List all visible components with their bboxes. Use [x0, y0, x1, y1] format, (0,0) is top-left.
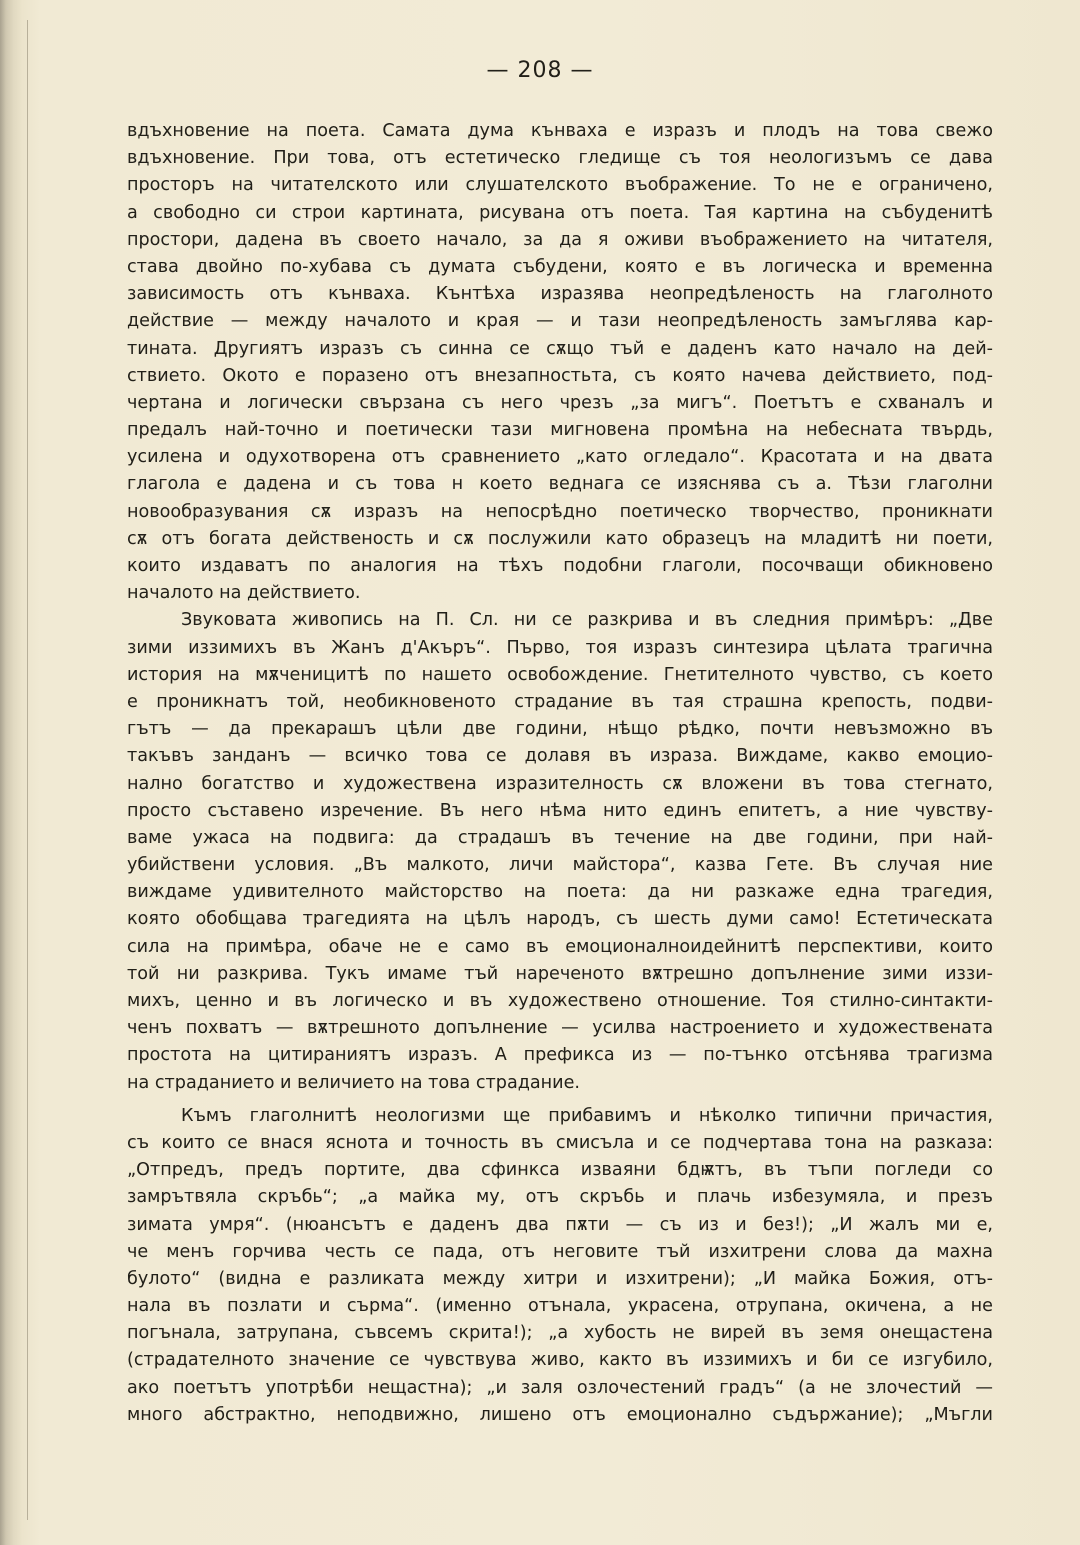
text-line: Къмъ глаголнитѣ неологизми ще прибавимъ и нѣколко типични причастия, [181, 1105, 993, 1126]
text-line: погънала, затрупана, съвсемъ скрита!); „а хубость не вирей въ земя онещастена [127, 1323, 993, 1344]
text-line: ако поетътъ употрѣби нещастна); „и заля озлочестений градъ“ (а не злочестий — [127, 1377, 993, 1398]
text-line: ствието. Окото е поразено отъ внезапностьта, съ която начева действието, под- [127, 365, 993, 386]
binding-line [27, 20, 28, 1520]
text-line: че менъ горчива честь се пада, отъ неговите тъй изхитрени слова да махна [127, 1241, 993, 1262]
text-line: тината. Другиятъ изразъ съ синна се сѫщо тъй е даденъ като начало на дей- [127, 338, 993, 359]
text-line: вдъхновение на поета. Самата дума кънваха е изразъ и плодъ на това свежо [127, 121, 993, 141]
text-line: действие — между началото и края — и тази неопредѣленость замъглява кар- [127, 311, 993, 332]
text-line: новообразувания сѫ изразъ на непосрѣдно поетическо творчество, проникнати [127, 501, 993, 522]
text-line: става двойно по-хубава съ думата събудени, която е въ логическа и временна [127, 256, 993, 277]
text-line: история на мѫченицитѣ по нашето освобождение. Гнетителното чувство, съ което [127, 664, 993, 685]
text-line: зависимость отъ кънваха. Кънтѣха изразява неопредѣленость на глаголното [127, 284, 993, 305]
text-line: ваме ужаса на подвига: да страдашъ въ течение на две години, при най- [127, 827, 993, 848]
body-text [127, 118, 993, 1429]
text-line: просторъ на читателското или слушателското въображение. То не е ограничено, [127, 175, 993, 196]
text-line: булото“ (видна е разликата между хитри и изхитрени); „И майка Божия, отъ- [127, 1268, 993, 1289]
text-line: михъ, ценно и въ логическо и въ художествено отношение. Тоя стилно-синтакти- [127, 991, 993, 1011]
text-line: Звуковата живопись на П. Сл. ни се разкрива и въ следния примѣръ: „Две [181, 610, 993, 631]
text-line: нала въ позлати и сърма“. (именно отънала, украсена, отрупана, окичена, а не [127, 1296, 993, 1317]
book-binding [0, 0, 22, 1545]
text-line: замрътвяла скръбь“; „а майка му, отъ скръбь и плачь избезумяла, и презъ [127, 1187, 993, 1208]
text-line: сѫ отъ богата действеность и сѫ послужили като образецъ на младитѣ ни поети, [127, 528, 993, 549]
text-line: които издаватъ по аналогия на тѣхъ подобни глаголи, посочващи обикновено [127, 556, 993, 576]
text-line: вдъхновение. При това, отъ естетическо гледище съ тоя неологизъмъ се дава [127, 148, 993, 169]
text-line: а свободно си строи картината, рисувана отъ поета. Тая картина на събуденитѣ [127, 202, 993, 223]
text-line: простота на цитираниятъ изразъ. А префикса из — по-тънко отсѣнява трагизма [127, 1045, 993, 1066]
text-line: която обобщава трагедията на цѣлъ народъ, съ шесть думи само! Естетическата [127, 909, 993, 930]
text-line: просто съставено изречение. Въ него нѣма нито единъ епитетъ, а ние чувству- [127, 800, 993, 821]
page-number: — 208 — [486, 58, 594, 83]
text-line: ченъ похватъ — вѫтрешното допълнение — усилва настроението и художествената [127, 1018, 993, 1039]
text-line: глагола е дадена и съ това н което веднага се изяснява съ а. Тѣзи глаголни [127, 474, 993, 495]
text-line: усилена и одухотворена отъ сравнението „като огледало“. Красотата и на двата [127, 447, 993, 468]
text-line: той ни разкрива. Тукъ имаме тъй нареченото вѫтрешно допълнение зими иззи- [127, 963, 993, 984]
text-line: началото на действието. [127, 583, 361, 604]
text-line: зимата умря“. (нюансътъ е даденъ два пѫти — съ из и без!); „И жалъ ми е, [127, 1214, 993, 1235]
text-line: предалъ най-точно и поетически тази мигновена промѣна на небесната твърдь, [127, 420, 993, 441]
text-line: на страданието и величието на това страдание. [127, 1072, 581, 1093]
text-line: (страдателното значение се чувствува живо, както въ иззимихъ и би се изгубило, [127, 1350, 993, 1371]
text-line: чертана и логически свързана съ него чрезъ „за мигъ“. Поетътъ е схваналъ и [127, 392, 993, 413]
text-line: съ които се внася яснота и точность въ смисъла и се подчертава тона на разказа: [127, 1132, 993, 1153]
text-line: зими иззимихъ въ Жанъ д'Акъръ“. Първо, тоя изразъ синтезира цѣлата трагична [127, 637, 993, 658]
text-line: гътъ — да прекарашъ цѣли две години, нѣщо рѣдко, почти невъзможно въ [127, 719, 993, 740]
text-line: е проникнатъ той, необикновеното страдание въ тая страшна крепость, подви- [127, 691, 993, 712]
text-line: нално богатство и художествена изразителность сѫ вложени въ това стегнато, [127, 773, 993, 794]
text-line: виждаме удивителното майсторство на поета: да ни разкаже една трагедия, [127, 882, 993, 903]
text-line: „Отпредъ, предъ портите, два сфинкса изваяни бдѭтъ, въ тъпи погледи со [127, 1160, 993, 1181]
text-line: сила на примѣра, обаче не е само въ емоционалноидейнитѣ перспективи, които [127, 936, 993, 957]
text-line: такъвъ занданъ — всичко това се долавя въ израза. Виждаме, какво емоцио- [127, 746, 993, 767]
text-line: много абстрактно, неподвижно, лишено отъ емоционално съдържание); „Мъгли [127, 1404, 993, 1425]
text-line: убийствени условия. „Въ малкото, личи майстора“, казва Гете. Въ случая ние [127, 855, 993, 876]
text-line: простори, дадена въ своето начало, за да я оживи въображението на читателя, [127, 229, 993, 250]
